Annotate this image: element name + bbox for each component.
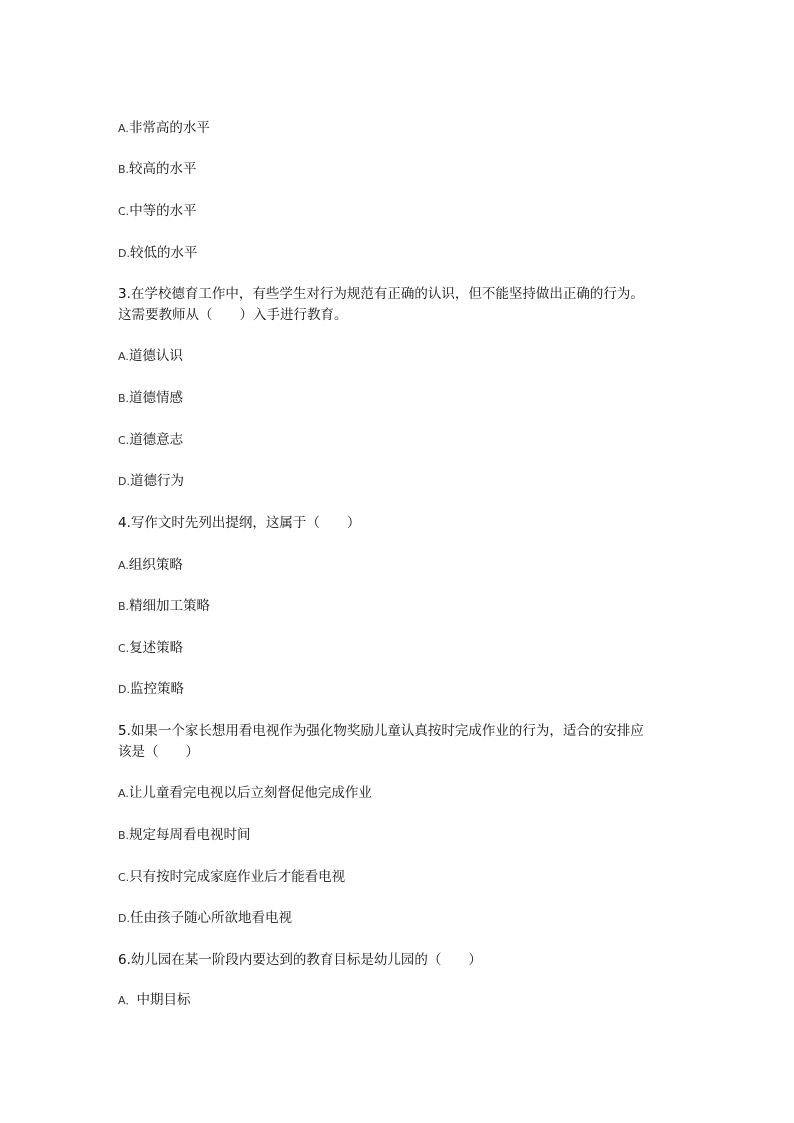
option-text: 道德情感 <box>129 390 184 406</box>
q5-stem-line2: 该是（ ） <box>118 744 199 760</box>
q5-option-b <box>118 825 251 846</box>
option-label: C. <box>118 642 130 655</box>
q2-option-d <box>118 243 197 264</box>
q3-stem-line1: 3.在学校德育工作中，有些学生对行为规范有正确的认识，但不能坚持做出正确的行为。 <box>118 286 644 302</box>
option-text: 规定每周看电视时间 <box>129 827 251 843</box>
q4-stem: 4.写作文时先列出提纲，这属于（ ） <box>118 515 361 531</box>
q3-option-b <box>118 388 183 409</box>
q2-option-b <box>118 159 197 180</box>
option-text: 精细加工策略 <box>129 598 211 614</box>
q5-stem-line1: 5.如果一个家长想用看电视作为强化物奖励儿童认真按时完成作业的行为，适合的安排应 <box>118 723 644 739</box>
option-text: 非常高的水平 <box>128 120 210 136</box>
option-label: C. <box>118 434 130 447</box>
option-label: B. <box>118 829 130 842</box>
option-text: 中期目标 <box>136 992 191 1008</box>
option-label: A. <box>118 559 129 572</box>
option-label: B. <box>118 600 130 613</box>
option-text: 只有按时完成家庭作业后才能看电视 <box>129 869 346 885</box>
option-label: A. <box>118 122 129 135</box>
option-label: A. <box>118 350 129 363</box>
option-text: 组织策略 <box>128 557 183 573</box>
option-label: A. <box>118 787 129 800</box>
q4-option-b <box>118 596 210 617</box>
q6-stem: 6.幼儿园在某一阶段内要达到的教育目标是幼儿园的（ ） <box>118 952 482 968</box>
q2-option-a <box>118 118 210 139</box>
option-label: C. <box>118 205 130 218</box>
option-text: 中等的水平 <box>129 203 197 219</box>
q4-option-a <box>118 555 183 576</box>
q5-option-c <box>118 867 345 888</box>
option-text: 道德认识 <box>128 348 183 364</box>
q3-option-c <box>118 430 183 451</box>
option-label: B. <box>118 163 130 176</box>
q5-option-a <box>118 783 372 804</box>
option-text: 较低的水平 <box>129 245 198 261</box>
option-label: D. <box>118 247 130 260</box>
option-text: 复述策略 <box>129 640 184 656</box>
q6-option-a <box>118 990 191 1011</box>
option-text: 道德意志 <box>129 432 184 448</box>
q2-option-c <box>118 201 197 222</box>
q4-option-c <box>118 638 183 659</box>
option-label: C. <box>118 871 130 884</box>
option-text: 较高的水平 <box>129 161 197 177</box>
option-label: B. <box>118 392 130 405</box>
q5-option-d <box>118 908 292 929</box>
q3-option-a <box>118 346 183 367</box>
option-label: D. <box>118 683 130 696</box>
option-label: D. <box>118 475 130 488</box>
q4-option-d <box>118 679 184 700</box>
option-label: A． <box>118 994 137 1007</box>
option-text: 道德行为 <box>129 473 184 489</box>
option-text: 让儿童看完电视以后立刻督促他完成作业 <box>128 785 372 801</box>
q3-option-d <box>118 471 184 492</box>
option-text: 任由孩子随心所欲地看电视 <box>129 910 292 926</box>
option-text: 监控策略 <box>129 681 184 697</box>
q3-stem-line2: 这需要教师从（ ）入手进行教育。 <box>118 307 348 323</box>
option-label: D. <box>118 912 130 925</box>
